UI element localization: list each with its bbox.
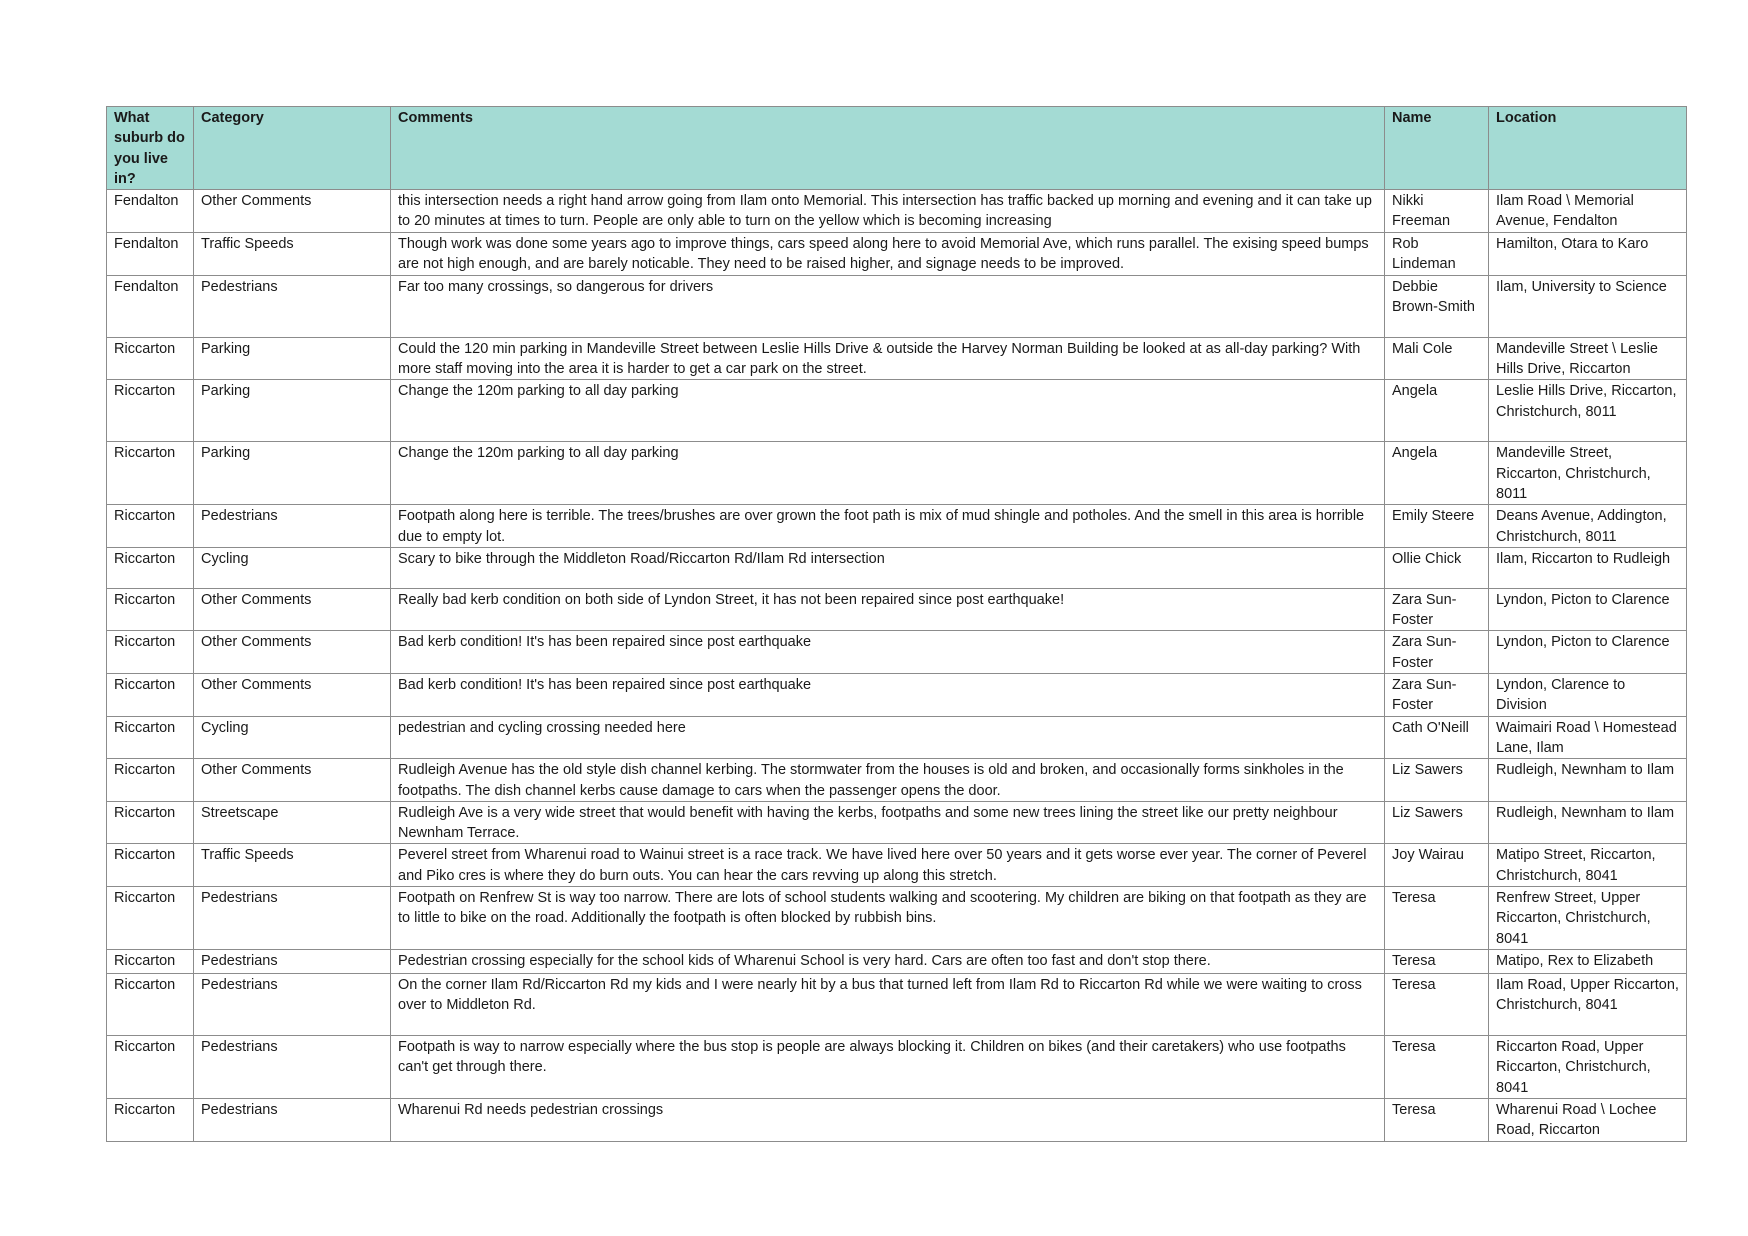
suburb-cell: Riccarton <box>107 759 194 802</box>
suburb-cell: Riccarton <box>107 674 194 717</box>
comment-cell: Wharenui Rd needs pedestrian crossings <box>391 1098 1385 1141</box>
name-cell: Teresa <box>1385 1098 1489 1141</box>
comment-cell: Really bad kerb condition on both side of Lyndon Street, it has not been repaired since post earthquake! <box>391 588 1385 631</box>
suburb-cell: Riccarton <box>107 442 194 505</box>
suburb-cell: Riccarton <box>107 949 194 973</box>
name-cell: Nikki Freeman <box>1385 190 1489 233</box>
category-cell: Pedestrians <box>194 275 391 337</box>
comment-cell: Pedestrian crossing especially for the school kids of Wharenui School is very hard. Cars are often too fast and don't stop there. <box>391 949 1385 973</box>
name-cell: Teresa <box>1385 1035 1489 1098</box>
comment-cell: On the corner Ilam Rd/Riccarton Rd my kids and I were nearly hit by a bus that turned left from Ilam Rd to Riccarton Rd while we were waiting to cross over to Middleton Rd. <box>391 973 1385 1035</box>
comment-cell: Scary to bike through the Middleton Road/Riccarton Rd/Ilam Rd intersection <box>391 547 1385 588</box>
table-row <box>107 1035 1687 1098</box>
location-cell: Deans Avenue, Addington, Christchurch, 8011 <box>1489 505 1687 548</box>
table-row <box>107 505 1687 548</box>
comment-cell: Rudleigh Avenue has the old style dish channel kerbing. The stormwater from the houses is old and broken, and occasionally forms sinkholes in the footpaths. The dish channel kerbs cause damage to cars when the passenger opens the door. <box>391 759 1385 802</box>
header-category: Category <box>194 107 391 190</box>
comment-cell: Rudleigh Ave is a very wide street that would benefit with having the kerbs, footpaths and some new trees lining the street like our pretty neighbour Newnham Terrace. <box>391 801 1385 844</box>
location-cell: Matipo, Rex to Elizabeth <box>1489 949 1687 973</box>
category-cell: Streetscape <box>194 801 391 844</box>
category-cell: Other Comments <box>194 759 391 802</box>
comment-cell: Bad kerb condition! It's has been repaired since post earthquake <box>391 674 1385 717</box>
location-cell: Lyndon, Picton to Clarence <box>1489 631 1687 674</box>
category-cell: Traffic Speeds <box>194 233 391 276</box>
location-cell: Ilam Road \ Memorial Avenue, Fendalton <box>1489 190 1687 233</box>
name-cell: Debbie Brown-Smith <box>1385 275 1489 337</box>
name-cell: Joy Wairau <box>1385 844 1489 887</box>
suburb-cell: Riccarton <box>107 973 194 1035</box>
name-cell: Teresa <box>1385 949 1489 973</box>
comment-cell: Peverel street from Wharenui road to Wainui street is a race track. We have lived here over 50 years and it gets worse ever year. The corner of Peverel and Piko cres is where they do burn outs. You can hear the cars revving up along this stretch. <box>391 844 1385 887</box>
comment-cell: Though work was done some years ago to improve things, cars speed along here to avoid Memorial Ave, which runs parallel. The exising speed bumps are not high enough, and are barely noticable. They need to be raised higher, and signage needs to be improved. <box>391 233 1385 276</box>
suburb-cell: Riccarton <box>107 1098 194 1141</box>
location-cell: Mandeville Street, Riccarton, Christchurch, 8011 <box>1489 442 1687 505</box>
suburb-cell: Riccarton <box>107 844 194 887</box>
name-cell: Rob Lindeman <box>1385 233 1489 276</box>
comment-cell: Far too many crossings, so dangerous for drivers <box>391 275 1385 337</box>
comment-cell: Footpath along here is terrible. The trees/brushes are over grown the foot path is mix of mud shingle and potholes. And the smell in this area is horrible due to empty lot. <box>391 505 1385 548</box>
location-cell: Waimairi Road \ Homestead Lane, Ilam <box>1489 716 1687 759</box>
suburb-cell: Fendalton <box>107 190 194 233</box>
name-cell: Liz Sawers <box>1385 801 1489 844</box>
comment-cell: this intersection needs a right hand arrow going from Ilam onto Memorial. This intersection has traffic backed up morning and evening and it can take up to 20 minutes at times to turn. People are only able to turn on the yellow which is becoming increasing <box>391 190 1385 233</box>
location-cell: Lyndon, Clarence to Division <box>1489 674 1687 717</box>
header-location: Location <box>1489 107 1687 190</box>
location-cell: Rudleigh, Newnham to Ilam <box>1489 801 1687 844</box>
table-row <box>107 887 1687 950</box>
comment-cell: Change the 120m parking to all day parking <box>391 380 1385 442</box>
location-cell: Ilam Road, Upper Riccarton, Christchurch, 8041 <box>1489 973 1687 1035</box>
name-cell: Emily Steere <box>1385 505 1489 548</box>
name-cell: Angela <box>1385 380 1489 442</box>
category-cell: Pedestrians <box>194 973 391 1035</box>
suburb-cell: Riccarton <box>107 716 194 759</box>
category-cell: Other Comments <box>194 190 391 233</box>
comment-cell: Bad kerb condition! It's has been repaired since post earthquake <box>391 631 1385 674</box>
comment-cell: Footpath on Renfrew St is way too narrow. There are lots of school students walking and scootering. My children are biking on that footpath as they are to little to bike on the road. Additionally the footpath is often blocked by rubbish bins. <box>391 887 1385 950</box>
comment-cell: Change the 120m parking to all day parking <box>391 442 1385 505</box>
table-row <box>107 588 1687 631</box>
category-cell: Parking <box>194 442 391 505</box>
category-cell: Traffic Speeds <box>194 844 391 887</box>
table-row <box>107 233 1687 276</box>
suburb-cell: Riccarton <box>107 588 194 631</box>
table-row <box>107 801 1687 844</box>
name-cell: Teresa <box>1385 887 1489 950</box>
table-row <box>107 674 1687 717</box>
category-cell: Parking <box>194 337 391 380</box>
name-cell: Angela <box>1385 442 1489 505</box>
table-row <box>107 442 1687 505</box>
name-cell: Ollie Chick <box>1385 547 1489 588</box>
name-cell: Zara Sun-Foster <box>1385 631 1489 674</box>
table-row <box>107 949 1687 973</box>
table-row <box>107 844 1687 887</box>
table-row <box>107 190 1687 233</box>
table-row <box>107 337 1687 380</box>
table-row <box>107 716 1687 759</box>
suburb-cell: Riccarton <box>107 887 194 950</box>
location-cell: Renfrew Street, Upper Riccarton, Christchurch, 8041 <box>1489 887 1687 950</box>
name-cell: Teresa <box>1385 973 1489 1035</box>
table-row <box>107 973 1687 1035</box>
location-cell: Ilam, Riccarton to Rudleigh <box>1489 547 1687 588</box>
suburb-cell: Riccarton <box>107 801 194 844</box>
suburb-cell: Riccarton <box>107 547 194 588</box>
header-suburb: What suburb do you live in? <box>107 107 194 190</box>
location-cell: Lyndon, Picton to Clarence <box>1489 588 1687 631</box>
location-cell: Hamilton, Otara to Karo <box>1489 233 1687 276</box>
category-cell: Pedestrians <box>194 887 391 950</box>
category-cell: Cycling <box>194 716 391 759</box>
name-cell: Liz Sawers <box>1385 759 1489 802</box>
location-cell: Rudleigh, Newnham to Ilam <box>1489 759 1687 802</box>
location-cell: Mandeville Street \ Leslie Hills Drive, Riccarton <box>1489 337 1687 380</box>
category-cell: Other Comments <box>194 674 391 717</box>
suburb-cell: Riccarton <box>107 631 194 674</box>
category-cell: Other Comments <box>194 588 391 631</box>
header-row <box>107 107 1687 190</box>
header-comments: Comments <box>391 107 1385 190</box>
table-row <box>107 380 1687 442</box>
feedback-table <box>106 106 1687 1142</box>
header-name: Name <box>1385 107 1489 190</box>
name-cell: Mali Cole <box>1385 337 1489 380</box>
name-cell: Cath O'Neill <box>1385 716 1489 759</box>
table-row <box>107 759 1687 802</box>
category-cell: Cycling <box>194 547 391 588</box>
suburb-cell: Fendalton <box>107 233 194 276</box>
name-cell: Zara Sun-Foster <box>1385 588 1489 631</box>
category-cell: Pedestrians <box>194 1098 391 1141</box>
category-cell: Pedestrians <box>194 949 391 973</box>
comment-cell: pedestrian and cycling crossing needed here <box>391 716 1385 759</box>
name-cell: Zara Sun-Foster <box>1385 674 1489 717</box>
location-cell: Ilam, University to Science <box>1489 275 1687 337</box>
suburb-cell: Riccarton <box>107 1035 194 1098</box>
table-row <box>107 275 1687 337</box>
suburb-cell: Riccarton <box>107 337 194 380</box>
location-cell: Leslie Hills Drive, Riccarton, Christchurch, 8011 <box>1489 380 1687 442</box>
category-cell: Parking <box>194 380 391 442</box>
location-cell: Wharenui Road \ Lochee Road, Riccarton <box>1489 1098 1687 1141</box>
suburb-cell: Riccarton <box>107 380 194 442</box>
location-cell: Matipo Street, Riccarton, Christchurch, 8041 <box>1489 844 1687 887</box>
category-cell: Other Comments <box>194 631 391 674</box>
location-cell: Riccarton Road, Upper Riccarton, Christchurch, 8041 <box>1489 1035 1687 1098</box>
category-cell: Pedestrians <box>194 1035 391 1098</box>
suburb-cell: Fendalton <box>107 275 194 337</box>
table-row <box>107 547 1687 588</box>
suburb-cell: Riccarton <box>107 505 194 548</box>
category-cell: Pedestrians <box>194 505 391 548</box>
comment-cell: Footpath is way to narrow especially where the bus stop is people are always blocking it. Children on bikes (and their caretakers) who use footpaths can't get through there. <box>391 1035 1385 1098</box>
comment-cell: Could the 120 min parking in Mandeville Street between Leslie Hills Drive & outside the Harvey Norman Building be looked at as all-day parking? With more staff moving into the area it is harder to get a car park on the street. <box>391 337 1385 380</box>
table-row <box>107 1098 1687 1141</box>
table-row <box>107 631 1687 674</box>
